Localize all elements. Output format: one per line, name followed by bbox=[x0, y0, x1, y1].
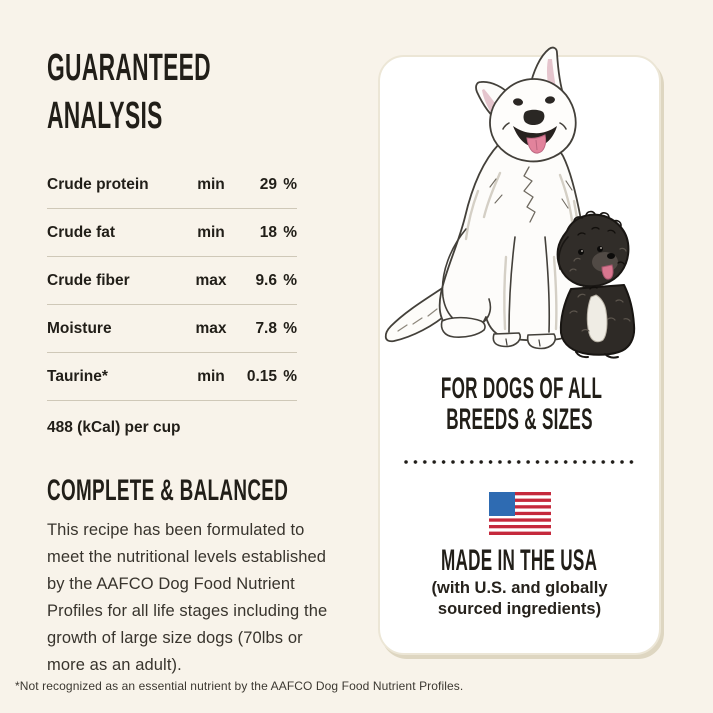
nutrient-name: Crude fiber bbox=[47, 271, 130, 289]
nutrient-value: 18 bbox=[259, 223, 277, 241]
nutrient-unit: % bbox=[283, 319, 297, 337]
guaranteed-analysis-table bbox=[47, 161, 297, 401]
two-dogs-illustration bbox=[378, 39, 665, 371]
complete-balanced-title: COMPLETE & BALANCED bbox=[47, 474, 289, 507]
nutrient-name: Moisture bbox=[47, 319, 112, 337]
sourcing-line-2: sourced ingredients) bbox=[437, 600, 602, 618]
calories-per-cup: 488 (kCal) per cup bbox=[47, 419, 181, 436]
made-in-usa-heading: MADE IN THE USA bbox=[441, 544, 598, 577]
complete-balanced-body: This recipe has been formulated to meet the nutritional levels established by the AAFCO Dog Food Nutrient Profiles for all life stages including the growth of large size dogs (70lbs or more as an adult). bbox=[47, 521, 328, 674]
dotted-divider bbox=[403, 459, 637, 465]
flag-canton bbox=[489, 492, 515, 516]
analysis-table-row bbox=[47, 161, 297, 209]
title-line-2: ANALYSIS bbox=[47, 95, 163, 137]
headline-line-1: FOR DOGS OF ALL bbox=[440, 372, 603, 405]
title-line-1: GUARANTEED bbox=[47, 47, 211, 89]
sourcing-note bbox=[380, 578, 659, 620]
nutrient-basis: max bbox=[195, 319, 227, 337]
headline-line-2: BREEDS & SIZES bbox=[446, 403, 593, 436]
nutrient-unit: % bbox=[283, 367, 297, 385]
analysis-table-row bbox=[47, 209, 297, 257]
guaranteed-analysis-title bbox=[47, 44, 352, 140]
nutrient-unit: % bbox=[283, 175, 297, 193]
nutrient-name: Crude protein bbox=[47, 175, 149, 193]
nutrient-value: 7.8 bbox=[255, 319, 277, 337]
nutrient-value: 9.6 bbox=[255, 271, 277, 289]
card-headline bbox=[380, 373, 659, 435]
nutrient-unit: % bbox=[283, 271, 297, 289]
nutrient-basis: min bbox=[197, 367, 225, 385]
nutrient-name: Crude fat bbox=[47, 223, 116, 241]
sourcing-line-1: (with U.S. and globally bbox=[431, 579, 608, 597]
nutrient-value: 0.15 bbox=[246, 367, 277, 385]
us-flag-icon bbox=[489, 492, 551, 535]
dogs-illustration-svg bbox=[378, 39, 665, 371]
nutrient-basis: max bbox=[195, 271, 227, 289]
analysis-table-row bbox=[47, 353, 297, 401]
analysis-table-row bbox=[47, 257, 297, 305]
made-in-usa-card bbox=[378, 55, 661, 655]
analysis-table-row bbox=[47, 305, 297, 353]
nutrient-basis: min bbox=[197, 175, 225, 193]
nutrient-value: 29 bbox=[259, 175, 277, 193]
nutrient-unit: % bbox=[283, 223, 297, 241]
nutrient-basis: min bbox=[197, 223, 225, 241]
taurine-footnote: *Not recognized as an essential nutrient by the AAFCO Dog Food Nutrient Profiles. bbox=[15, 679, 464, 693]
guaranteed-analysis-section bbox=[47, 44, 352, 679]
nutrient-name: Taurine* bbox=[47, 367, 108, 385]
